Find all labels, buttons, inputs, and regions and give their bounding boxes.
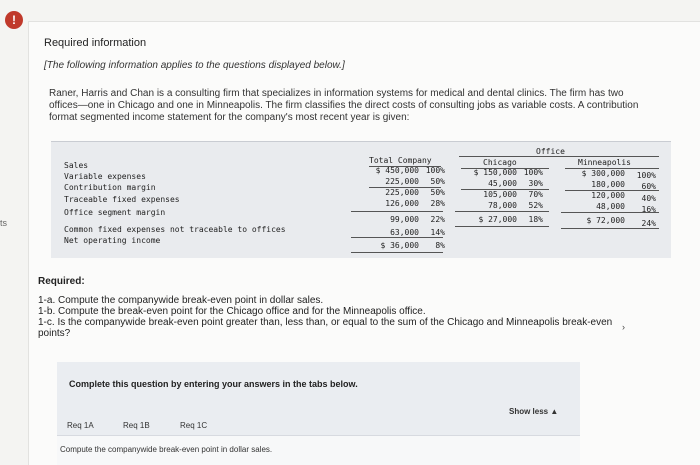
problem-intro: Raner, Harris and Chan is a consulting firm that specializes in information systems for medical and dental clinics. The firm has two offices—one in Chicago and one in Minneapolis. The firm classifies the direct costs of consulting jobs as variable costs. A contribution format segmented income statement for the company's most recent year is given: xyxy=(49,88,639,123)
chicago-contribution: 105,000 xyxy=(483,190,517,199)
office-group-header: Office xyxy=(536,147,565,156)
label-office-segment-margin: Office segment margin xyxy=(64,208,166,217)
rule-minneapolis-2 xyxy=(561,212,659,213)
tab-prompt: Compute the companywide break-even point in dollar sales. xyxy=(60,445,273,454)
tab-req-1a[interactable]: Req 1A xyxy=(67,421,94,430)
minneapolis-sales: $ 300,000 xyxy=(581,169,625,178)
rule-chicago-3 xyxy=(455,226,549,227)
total-net-income-pct: 8% xyxy=(435,241,445,250)
alert-icon: ! xyxy=(5,11,23,29)
rule-total-2 xyxy=(351,211,443,212)
answer-panel xyxy=(57,362,580,464)
header-minneapolis: Minneapolis xyxy=(578,158,631,167)
chicago-sales: $ 150,000 xyxy=(473,168,517,177)
total-net-income: $ 36,000 xyxy=(380,241,419,250)
required-title: Required: xyxy=(38,276,85,287)
chicago-segment-margin-pct: 18% xyxy=(528,215,543,224)
tab-content xyxy=(57,435,580,465)
requirement-tabs xyxy=(57,417,580,435)
rule-total-4 xyxy=(351,252,443,253)
requirement-1c: 1-c. Is the companywide break-even point greater than, less than, or equal to the sum of the Chicago and Minneapolis break-even points? xyxy=(38,317,613,339)
label-net-operating-income: Net operating income xyxy=(64,236,161,245)
total-common-fixed-pct: 14% xyxy=(430,228,445,237)
minneapolis-segment-margin-pct: 24% xyxy=(641,219,656,228)
tab-req-1c[interactable]: Req 1C xyxy=(180,421,208,430)
chicago-variable-pct: 30% xyxy=(528,179,543,188)
minneapolis-segment-margin: $ 72,000 xyxy=(586,216,625,225)
total-sales-pct: 100% xyxy=(425,166,445,175)
rule-total-3 xyxy=(351,237,443,238)
header-total-company: Total Company xyxy=(369,156,432,165)
total-sales: $ 450,000 xyxy=(375,166,419,175)
chicago-contribution-pct: 70% xyxy=(528,190,543,199)
tab-req-1b[interactable]: Req 1B xyxy=(123,421,150,430)
header-chicago: Chicago xyxy=(483,158,517,167)
label-traceable-fixed: Traceable fixed expenses xyxy=(64,195,180,204)
answer-instructions: Complete this question by entering your answers in the tabs below. xyxy=(69,379,358,389)
chicago-segment-margin: $ 27,000 xyxy=(478,215,517,224)
total-traceable: 126,000 xyxy=(385,199,419,208)
requirement-1b: 1-b. Compute the break-even point for the Chicago office and for the Minneapolis office. xyxy=(38,306,426,317)
left-edge-text: ts xyxy=(0,218,8,228)
chicago-variable: 45,000 xyxy=(488,179,517,188)
info-note: [The following information applies to the questions displayed below.] xyxy=(44,60,345,71)
chicago-traceable: 78,000 xyxy=(488,201,517,210)
show-less-button[interactable]: Show less ▲ xyxy=(509,407,559,416)
chicago-traceable-pct: 52% xyxy=(528,201,543,210)
chicago-sales-pct: 100% xyxy=(523,168,543,177)
total-common-fixed: 63,000 xyxy=(390,228,419,237)
label-common-fixed: Common fixed expenses not traceable to offices xyxy=(64,225,286,234)
minneapolis-contribution-pct: 40% xyxy=(641,194,656,203)
minneapolis-sales-pct: 100% xyxy=(636,171,656,180)
minneapolis-traceable: 48,000 xyxy=(596,202,625,211)
total-segment-margin: 99,000 xyxy=(390,215,419,224)
minneapolis-contribution: 120,000 xyxy=(591,191,625,200)
total-variable-pct: 50% xyxy=(430,177,445,186)
rule-chicago-2 xyxy=(455,211,549,212)
label-contribution-margin: Contribution margin xyxy=(64,183,156,192)
requirement-1a: 1-a. Compute the companywide break-even point in dollar sales. xyxy=(38,295,324,306)
income-statement xyxy=(51,141,671,258)
rule-minneapolis-3 xyxy=(561,228,659,229)
total-segment-margin-pct: 22% xyxy=(430,215,445,224)
mouse-cursor-icon: › xyxy=(622,322,625,332)
total-contribution: 225,000 xyxy=(385,188,419,197)
total-variable: 225,000 xyxy=(385,177,419,186)
label-variable-expenses: Variable expenses xyxy=(64,172,146,181)
minneapolis-variable-pct: 60% xyxy=(641,182,656,191)
required-section xyxy=(38,276,638,339)
total-contribution-pct: 50% xyxy=(430,188,445,197)
minneapolis-traceable-pct: 16% xyxy=(641,205,656,214)
label-sales: Sales xyxy=(64,161,89,170)
section-heading: Required information xyxy=(44,37,147,49)
total-traceable-pct: 28% xyxy=(430,199,445,208)
office-header-rule xyxy=(459,156,659,157)
minneapolis-variable: 180,000 xyxy=(591,180,625,189)
